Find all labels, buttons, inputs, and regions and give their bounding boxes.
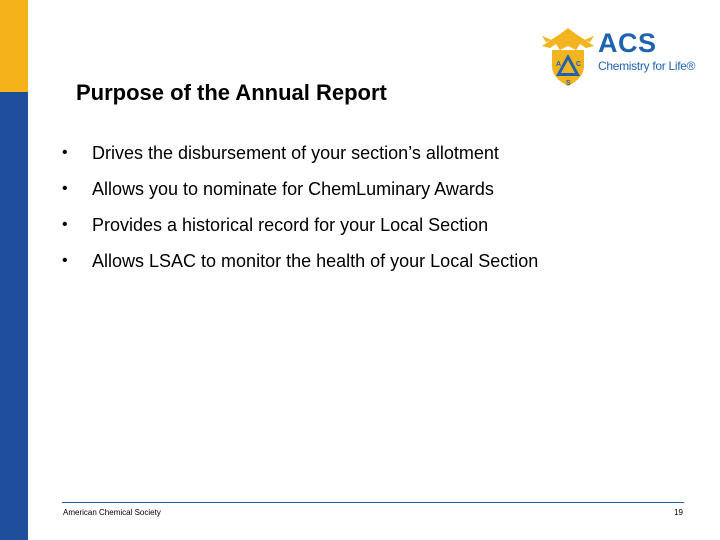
bullet-text: Drives the disbursement of your section’s allotment	[92, 143, 499, 163]
emblem-letter-c: C	[576, 61, 582, 68]
footer-organization: American Chemical Society	[63, 508, 161, 517]
emblem-letter-a: A	[556, 61, 562, 68]
side-bar	[0, 0, 28, 540]
bullet-text: Allows LSAC to monitor the health of your Local Section	[92, 251, 539, 271]
bullet-text: Allows you to nominate for ChemLuminary Awards	[92, 179, 494, 199]
emblem-letter-s: S	[566, 80, 571, 87]
footer-divider	[62, 502, 684, 503]
logo-wordmark: ACS	[598, 28, 657, 58]
slide-title: Purpose of the Annual Report	[76, 80, 387, 105]
page-number: 19	[674, 508, 683, 517]
bullet-marker: •	[62, 252, 68, 269]
bullet-marker: •	[62, 216, 68, 233]
side-bar-accent	[0, 0, 28, 92]
bullet-marker: •	[62, 144, 68, 161]
logo-tagline: Chemistry for Life®	[598, 59, 696, 73]
acs-emblem-icon	[540, 24, 596, 88]
acs-logo	[540, 24, 700, 88]
bullet-marker: •	[62, 180, 68, 197]
bullet-text: Provides a historical record for your Local Section	[92, 215, 489, 235]
